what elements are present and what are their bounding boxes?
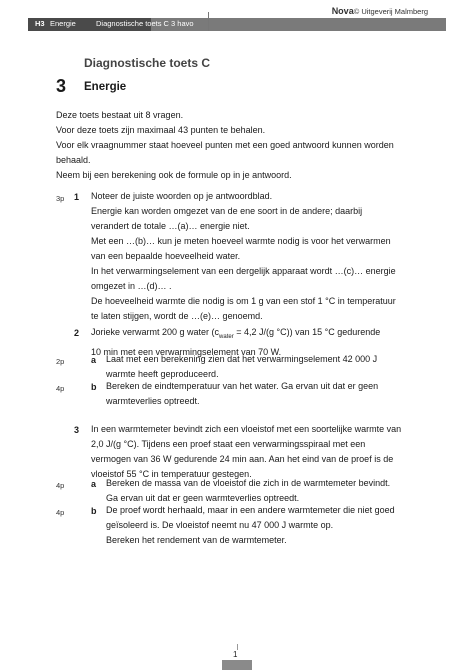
q3a-label: a xyxy=(91,479,97,489)
q1-points: 3p xyxy=(56,194,65,203)
q3a-line: Bereken de massa van de vloeistof die zich in de warmtemeter bevindt. xyxy=(106,478,391,488)
intro-line: Neem bij een berekening ook de formule op in je antwoord. xyxy=(56,170,292,180)
q3-line: 2,0 J/(g °C). Tijdens een proef staat een verwarmingsspiraal met een xyxy=(91,439,366,449)
q3-number: 3 xyxy=(74,425,80,435)
intro-text xyxy=(56,108,436,183)
q1-line: De hoeveelheid warmte die nodig is om 1 g van een stof 1 °C in temperatuur xyxy=(91,296,396,306)
header-topic: Energie xyxy=(50,19,76,28)
chapter-title: Energie xyxy=(84,81,127,93)
q2b-line: warmteverlies optreedt. xyxy=(106,396,200,406)
intro-line: Voor elk vraagnummer staat hoeveel punten met een goed antwoord kunnen worden xyxy=(56,140,394,150)
q2a-points: 2p xyxy=(56,357,65,366)
intro-line: Deze toets bestaat uit 8 vragen. xyxy=(56,110,184,120)
q1-line: omgezet in …(d)… . xyxy=(91,281,172,291)
q2a-line: Laat met een berekening zien dat het verwarmingselement 42 000 J xyxy=(106,354,378,364)
q3-line: vermogen van 36 W gedurende 24 min aan. Aan het eind van de proef is de xyxy=(91,454,394,464)
q2a-line: warmte heeft geproduceerd. xyxy=(106,369,219,379)
q2a-text xyxy=(106,352,377,382)
q3a-text xyxy=(106,476,390,506)
page-title: Diagnostische toets C xyxy=(84,56,211,70)
q3b-line: De proef wordt herhaald, maar in een andere warmtemeter die niet goed xyxy=(106,505,395,515)
q3b-line: Bereken het rendement van de warmtemeter. xyxy=(106,535,287,545)
q1-line: verandert de totale …(a)… energie niet. xyxy=(91,221,250,231)
intro-line: behaald. xyxy=(56,155,91,165)
q1-line: Energie kan worden omgezet van de ene soort in de andere; daarbij xyxy=(91,206,363,216)
page-number: 1 xyxy=(233,650,238,659)
q3-line: In een warmtemeter bevindt zich een vloeistof met een soortelijke warmte van xyxy=(91,424,402,434)
q3-intro xyxy=(91,422,401,482)
q2-line: Jorieke verwarmt 200 g water ($c_{water} = 4,2$ J/(g °C)) van 15 °C gedurende xyxy=(91,327,381,340)
q3b-points: 4p xyxy=(56,508,65,517)
q1-line: In het verwarmingselement van een dergelijk apparaat wordt …(c)… energie xyxy=(91,266,396,276)
q3b-label: b xyxy=(91,506,97,516)
q3b-line: geïsoleerd is. De vloeistof neemt nu 47 000 J warmte op. xyxy=(106,520,334,530)
header-separator xyxy=(208,12,209,31)
publisher-brand: Nova© Uitgeverij Malmberg xyxy=(331,6,428,16)
intro-line: Voor deze toets zijn maximaal 43 punten te behalen. xyxy=(56,125,266,135)
q2-line: 10 min met een verwarmingselement van 70 W. xyxy=(91,346,282,357)
footer-bar xyxy=(222,660,252,670)
q3-line: vloeistof 55 °C in temperatuur gestegen. xyxy=(91,469,252,479)
q2a-label: a xyxy=(91,355,97,365)
q1-number: 1 xyxy=(74,192,80,202)
q3a-line: Ga ervan uit dat er geen warmteverlies optreedt. xyxy=(106,493,300,503)
q1-text xyxy=(91,189,396,324)
q3a-points: 4p xyxy=(56,481,65,490)
q1-line: Noteer de juiste woorden op je antwoordblad. xyxy=(91,191,273,201)
header-chapter: H3 xyxy=(35,19,45,28)
q2b-points: 4p xyxy=(56,384,65,393)
q1-line: te laten stijgen, wordt de …(e)… genoemd. xyxy=(91,311,263,321)
q1-line: Met een …(b)… kun je meten hoeveel warmte nodig is voor het verwarmen xyxy=(91,236,391,246)
header-bar xyxy=(28,18,446,31)
header-doc-title: Diagnostische toets C 3 havo xyxy=(96,19,194,28)
chapter-number: 3 xyxy=(56,76,67,96)
q2b-text xyxy=(106,379,378,409)
q1-line: van een bepaalde hoeveelheid water. xyxy=(91,251,241,261)
q2-number: 2 xyxy=(74,328,80,338)
q2b-label: b xyxy=(91,382,97,392)
q3b-text xyxy=(106,503,395,548)
q2b-line: Bereken de eindtemperatuur van het water. Ga ervan uit dat er geen xyxy=(106,381,379,391)
